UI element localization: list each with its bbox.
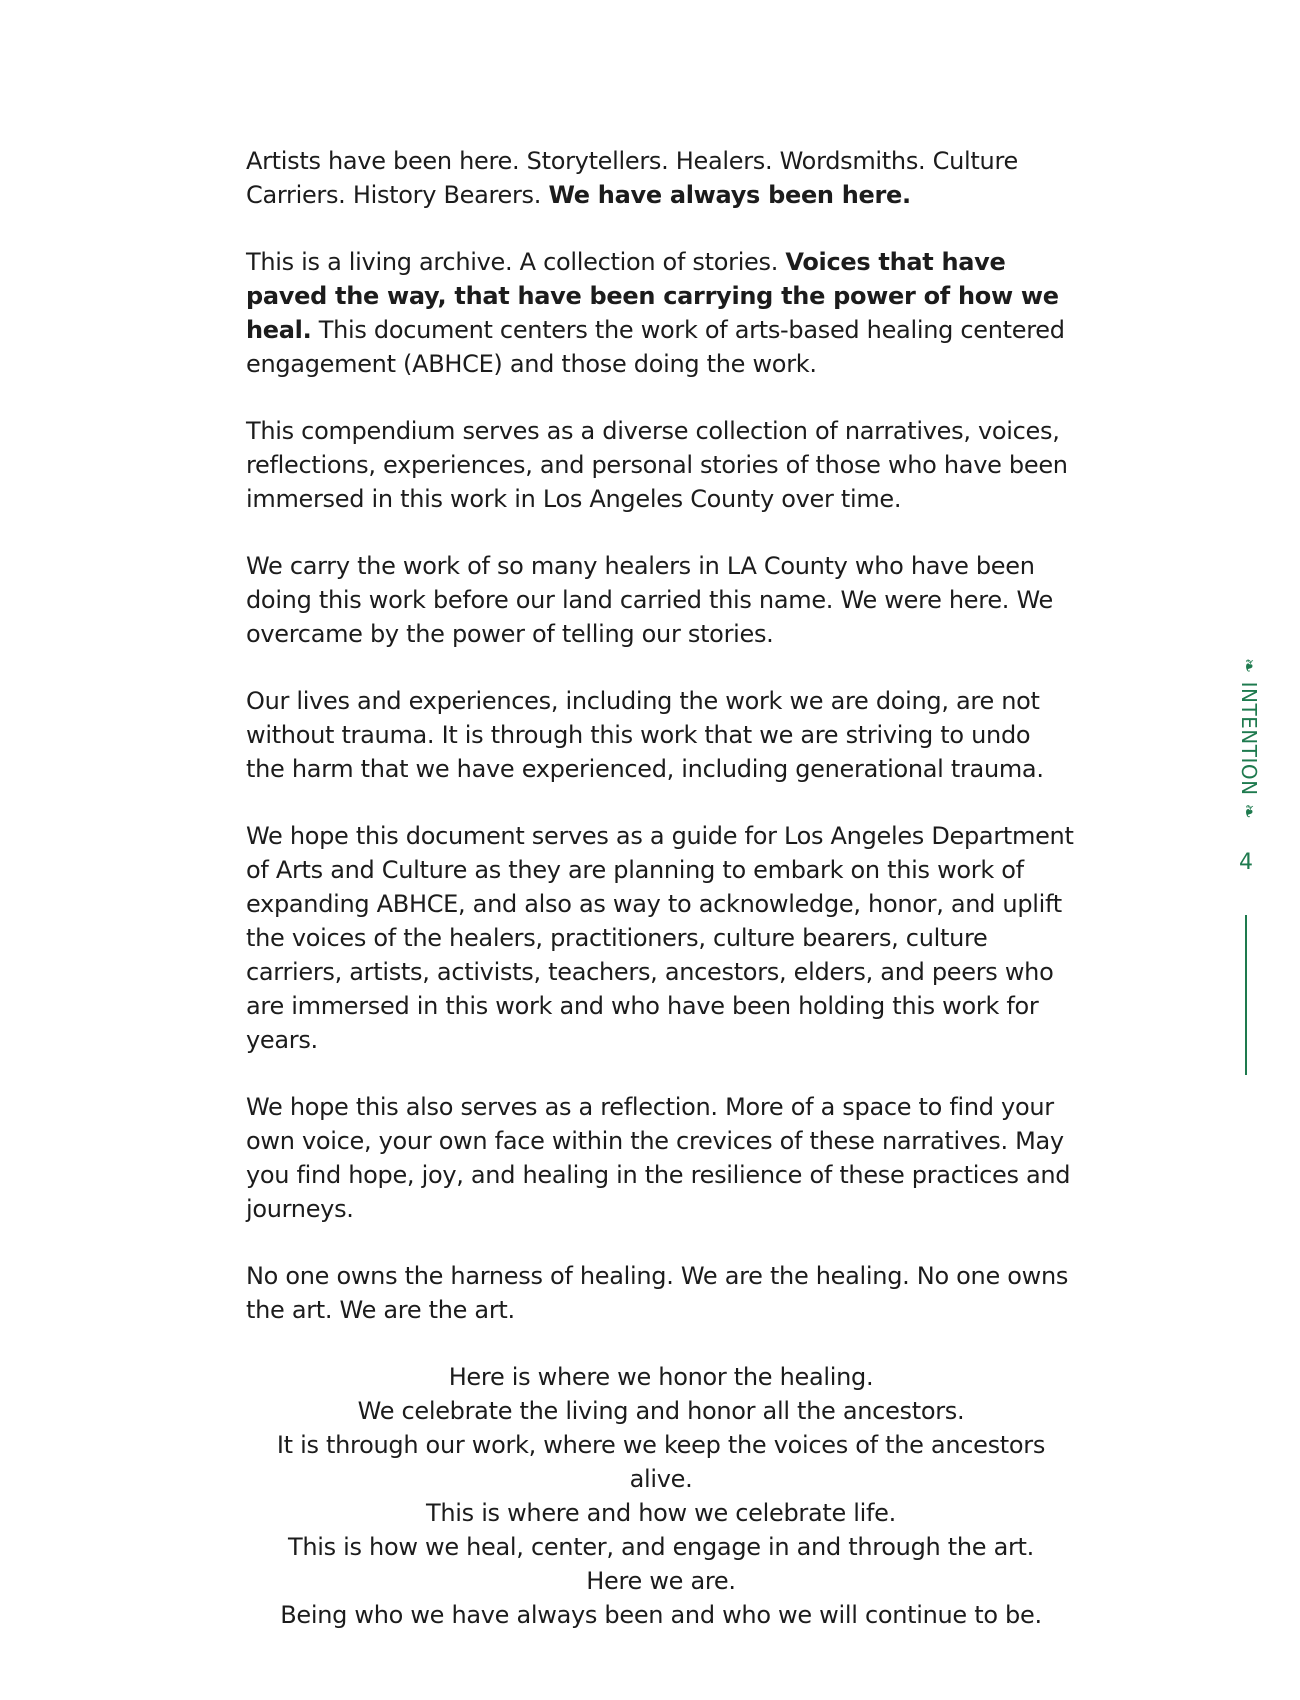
poem-line: Being who we have always been and who we will continue to be.	[280, 1601, 1042, 1629]
fleuron-icon: ❧	[1238, 658, 1260, 674]
poem-line: This is where and how we celebrate life.	[426, 1499, 896, 1527]
paragraph-2	[246, 245, 1076, 381]
paragraph-5: Our lives and experiences, including the work we are doing, are not without trauma. It is through this work that we are striving to undo the harm that we have experienced, including generational trauma.	[246, 687, 1044, 783]
page-number: 4	[1239, 850, 1253, 875]
poem-line: It is through our work, where we keep the voices of the ancestors alive.	[276, 1431, 1046, 1493]
paragraph-1	[246, 144, 1076, 212]
side-divider	[1245, 915, 1247, 1075]
paragraph-3: This compendium serves as a diverse collection of narratives, voices, reflections, experiences, and personal stories of those who have been immersed in this work in Los Angeles County over time.	[246, 417, 1068, 513]
document-body	[246, 144, 1076, 1632]
paragraph-2-text: This is a living archive. A collection of stories.	[246, 248, 786, 276]
closing-poem	[246, 1360, 1076, 1632]
poem-line: Here we are.	[586, 1567, 736, 1595]
paragraph-8: No one owns the harness of healing. We are the healing. No one owns the art. We are the art.	[246, 1262, 1069, 1324]
poem-line: This is how we heal, center, and engage in and through the art.	[287, 1533, 1034, 1561]
paragraph-4: We carry the work of so many healers in LA County who have been doing this work before our land carried this name. We were here. We overcame by the power of telling our stories.	[246, 552, 1053, 648]
paragraph-2-after: This document centers the work of arts-based healing centered engagement (ABHCE) and those doing the work.	[246, 316, 1065, 378]
section-label	[1237, 650, 1261, 827]
fleuron-icon: ❧	[1238, 803, 1260, 820]
paragraph-6: We hope this document serves as a guide for Los Angeles Department of Arts and Culture as they are planning to embark on this work of expanding ABHCE, and also as way to acknowledge, honor, and uplift the voices of the healers, practitioners, culture bearers, culture carriers, artists, activists, teachers, ancestors, elders, and peers who are immersed in this work and who have been holding this work for years.	[246, 822, 1074, 1054]
paragraph-7: We hope this also serves as a reflection. More of a space to find your own voice, your own face within the crevices of these narratives. May you find hope, joy, and healing in the resilience of these practices and journeys.	[246, 1093, 1071, 1223]
paragraph-1-bold: We have always been here.	[548, 181, 911, 209]
section-label-text: INTENTION	[1237, 681, 1261, 796]
paragraph-2-bold: Voices that have paved the way, that have been carrying the power of how we heal.	[246, 248, 1059, 344]
paragraph-1-text: Artists have been here. Storytellers. Healers. Wordsmiths. Culture Carriers. History Bearers.	[246, 147, 1018, 209]
poem-line: We celebrate the living and honor all the ancestors.	[357, 1397, 965, 1425]
poem-line: Here is where we honor the healing.	[448, 1363, 874, 1391]
